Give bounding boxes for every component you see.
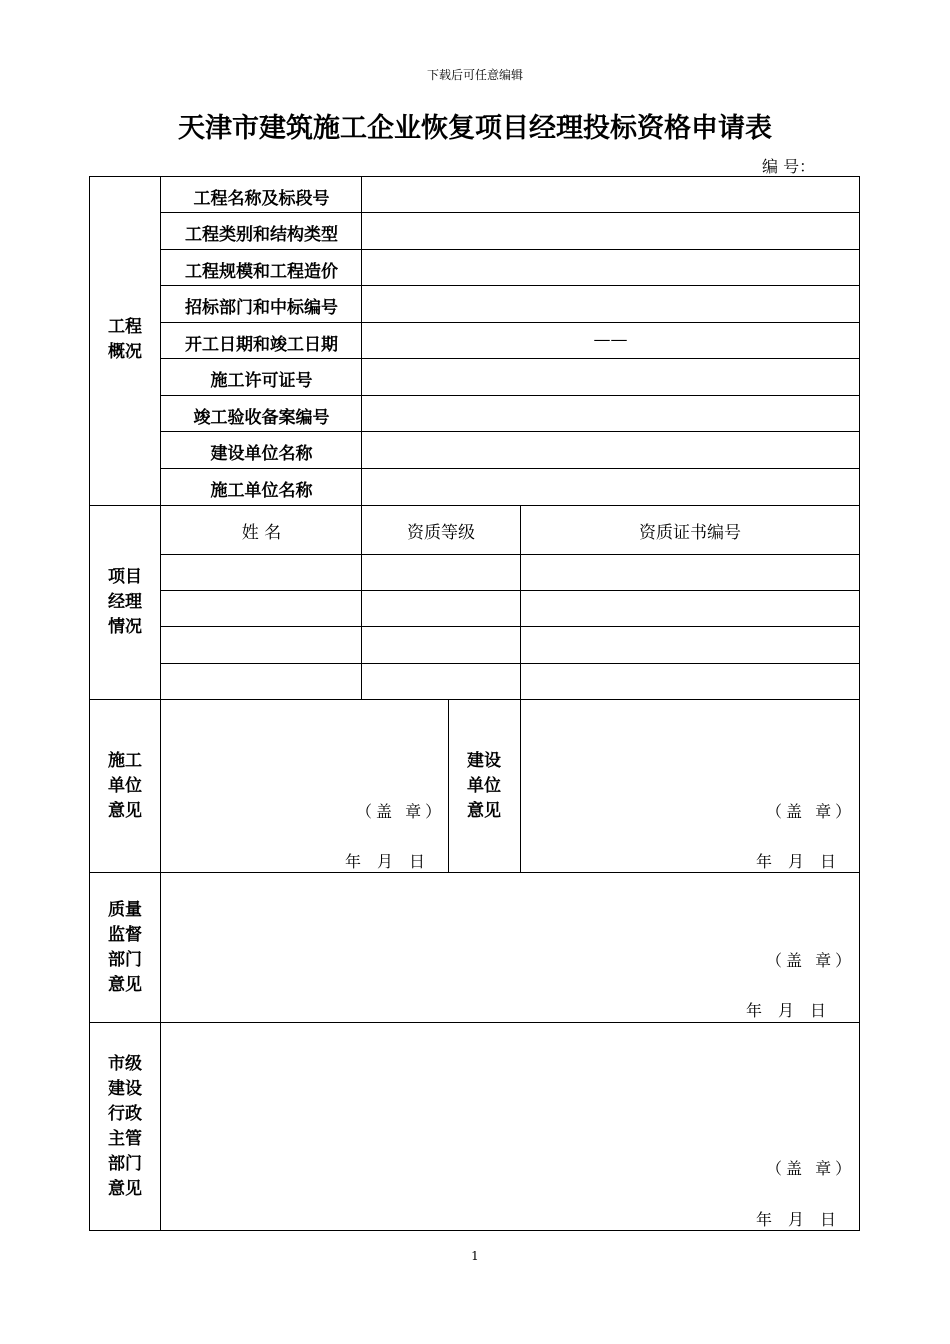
- section3-bottom: [89, 872, 860, 873]
- form-title: 天津市建筑施工企业恢复项目经理投标资格申请表: [178, 113, 772, 144]
- row-label-bidding-dept: 招标部门和中标编号: [185, 298, 338, 318]
- left-column-divider: [160, 176, 161, 1231]
- row-label-project-name: 工程名称及标段号: [193, 189, 330, 209]
- contractor-stamp: （盖 章）: [356, 802, 446, 821]
- row-label-project-type: 工程类别和结构类型: [185, 225, 338, 245]
- contractor-opinion-label: 施工 单位 意见: [108, 751, 142, 821]
- owner-date: 年 月 日: [756, 852, 837, 871]
- row-label-project-scale: 工程规模和工程造价: [185, 262, 338, 282]
- city-authority-label: 市级 建设 行政 主管 部门 意见: [108, 1054, 142, 1199]
- dates-value[interactable]: ——: [593, 330, 628, 350]
- quality-supervision-stamp: （盖 章）: [766, 951, 856, 970]
- quality-supervision-label: 质量 监督 部门 意见: [108, 900, 142, 995]
- row-label-contractor-name: 施工单位名称: [210, 481, 313, 501]
- row-label-acceptance-number: 竣工验收备案编号: [193, 408, 330, 428]
- owner-opinion-label: 建设 单位 意见: [467, 751, 501, 821]
- row-label-permit-number: 施工许可证号: [210, 371, 313, 391]
- owner-stamp: （盖 章）: [766, 802, 856, 821]
- header-certificate-number: 资质证书编号: [639, 523, 741, 543]
- header-name: 姓 名: [241, 523, 282, 543]
- section2-label: 项目 经理 情况: [108, 567, 142, 637]
- section1-label: 工程 概况: [108, 317, 142, 362]
- header-note: 下载后可任意编辑: [426, 68, 523, 82]
- row-label-owner-name: 建设单位名称: [210, 444, 313, 464]
- city-authority-stamp: （盖 章）: [766, 1159, 856, 1178]
- header-qualification-level: 资质等级: [407, 523, 475, 543]
- section1-bottom: [89, 505, 860, 506]
- section2-bottom: [89, 699, 860, 700]
- contractor-date: 年 月 日: [345, 852, 426, 871]
- row-label-dates: 开工日期和竣工日期: [185, 335, 338, 355]
- quality-supervision-date: 年 月 日: [746, 1001, 827, 1020]
- section4-bottom: [89, 1022, 860, 1023]
- serial-number-label: 编 号：: [762, 157, 816, 176]
- page-number: 1: [471, 1249, 479, 1263]
- city-authority-date: 年 月 日: [756, 1210, 837, 1229]
